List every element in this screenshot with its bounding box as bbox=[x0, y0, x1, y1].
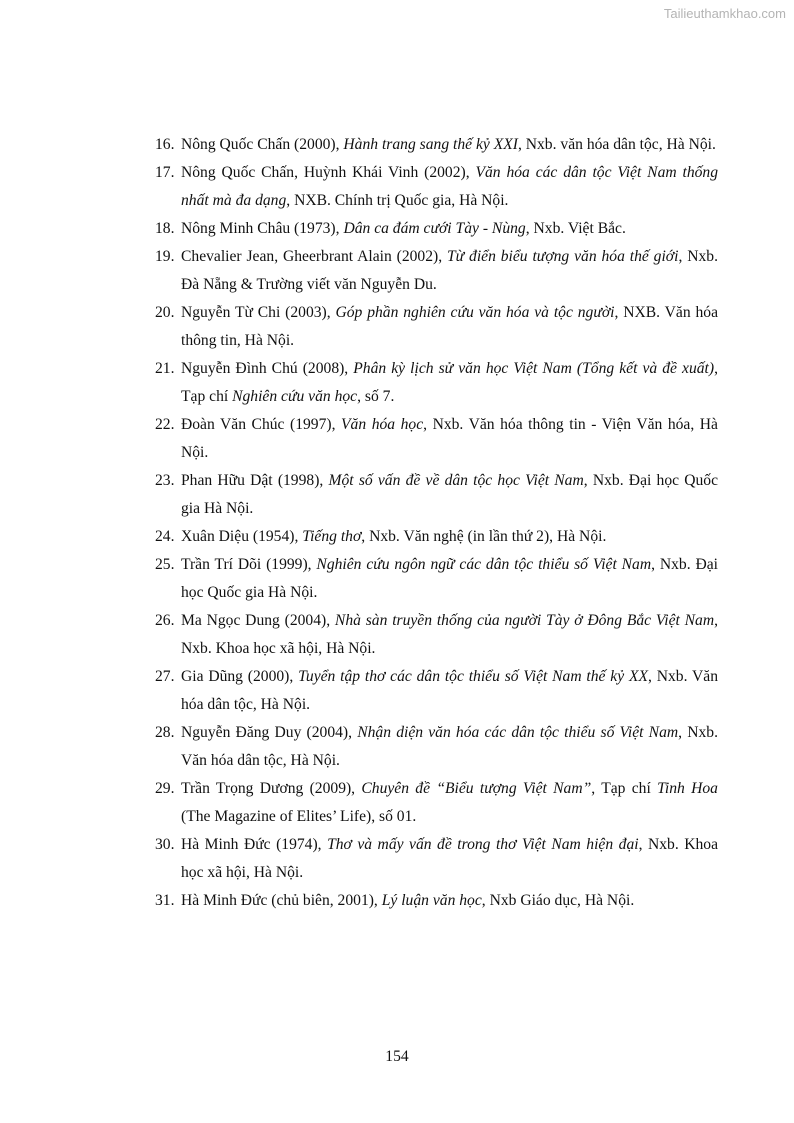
reference-text bbox=[181, 304, 718, 349]
reference-segment: , Tạp chí bbox=[591, 780, 658, 797]
reference-segment: Nguyễn Đăng Duy (2004), bbox=[181, 724, 358, 741]
reference-item bbox=[155, 719, 718, 775]
reference-segment: Chevalier Jean, Gheerbrant Alain (2002), bbox=[181, 248, 447, 265]
reference-title: Góp phần nghiên cứu văn hóa và tộc người bbox=[335, 304, 615, 321]
reference-segment: Nông Quốc Chấn, Huỳnh Khái Vinh (2002), bbox=[181, 164, 476, 181]
reference-text bbox=[181, 472, 718, 517]
reference-segment: Gia Dũng (2000), bbox=[181, 668, 299, 685]
reference-item bbox=[155, 467, 718, 523]
reference-segment: , Tạp chí bbox=[181, 360, 718, 405]
reference-segment: , NXB. Chính trị Quốc gia, Hà Nội. bbox=[286, 192, 509, 209]
reference-title: Nhận diện văn hóa các dân tộc thiểu số Việt Nam bbox=[357, 724, 679, 741]
reference-text bbox=[181, 556, 718, 601]
reference-number: 22. bbox=[155, 416, 175, 433]
reference-segment: , Nxb. Việt Bắc. bbox=[525, 220, 626, 237]
reference-segment: Hà Minh Đức (chủ biên, 2001), bbox=[181, 892, 382, 909]
reference-item bbox=[155, 159, 718, 215]
reference-title: Nhà sàn truyền thống của người Tày ở Đông Bắc Việt Nam bbox=[334, 612, 715, 629]
reference-segment: , Nxb. Khoa học xã hội, Hà Nội. bbox=[181, 612, 719, 657]
reference-segment: , Nxb. Văn nghệ (in lần thứ 2), Hà Nội. bbox=[361, 528, 607, 545]
reference-segment: Đoàn Văn Chúc (1997), bbox=[181, 416, 342, 433]
reference-item bbox=[155, 355, 718, 411]
reference-number: 28. bbox=[155, 724, 175, 741]
reference-segment: , Nxb. Văn hóa dân tộc, Hà Nội. bbox=[181, 724, 718, 769]
reference-segment: Phan Hữu Dật (1998), bbox=[181, 472, 329, 489]
reference-segment: , số 7. bbox=[357, 388, 395, 405]
reference-title: Dân ca đám cưới Tày - Nùng bbox=[343, 220, 526, 237]
watermark: Tailieuthamkhao.com bbox=[663, 6, 786, 21]
page-number: 154 bbox=[385, 1048, 409, 1065]
reference-text bbox=[181, 612, 718, 657]
reference-item bbox=[155, 887, 718, 915]
reference-text bbox=[181, 136, 716, 153]
reference-number: 23. bbox=[155, 472, 175, 489]
reference-title: Tuyển tập thơ các dân tộc thiểu số Việt Nam thế kỷ XX bbox=[298, 668, 649, 685]
reference-segment: Nguyễn Từ Chi (2003), bbox=[181, 304, 336, 321]
reference-title: Nghiên cứu ngôn ngữ các dân tộc thiểu số Việt Nam bbox=[316, 556, 652, 573]
reference-text bbox=[181, 360, 718, 405]
reference-number: 17. bbox=[155, 164, 175, 181]
reference-segment: , Nxb. Đại học Quốc gia Hà Nội. bbox=[181, 556, 718, 601]
reference-item bbox=[155, 607, 718, 663]
reference-item bbox=[155, 523, 718, 551]
reference-title: Văn hóa học bbox=[341, 416, 424, 433]
reference-segment: , Nxb. Văn hóa dân tộc, Hà Nội. bbox=[181, 668, 718, 713]
reference-title: Từ điển biểu tượng văn hóa thế giới bbox=[446, 248, 679, 265]
reference-item bbox=[155, 663, 718, 719]
reference-text bbox=[181, 892, 634, 909]
reference-text bbox=[181, 248, 718, 293]
reference-title: Hành trang sang thế kỷ XXI bbox=[343, 136, 518, 153]
reference-segment: Ma Ngọc Dung (2004), bbox=[181, 612, 335, 629]
reference-text bbox=[181, 220, 626, 237]
reference-text bbox=[181, 724, 718, 769]
reference-text bbox=[181, 668, 718, 713]
reference-item bbox=[155, 551, 718, 607]
reference-number: 24. bbox=[155, 528, 175, 545]
reference-title: Phân kỳ lịch sử văn học Việt Nam (Tổng kết và đề xuất) bbox=[353, 360, 715, 377]
reference-segment: (The Magazine of Elites’ Life), số 01. bbox=[181, 808, 417, 825]
reference-item bbox=[155, 131, 718, 159]
reference-text bbox=[181, 528, 606, 545]
reference-item bbox=[155, 299, 718, 355]
reference-text bbox=[181, 836, 718, 881]
reference-title: Lý luận văn học bbox=[381, 892, 482, 909]
reference-item bbox=[155, 243, 718, 299]
reference-number: 21. bbox=[155, 360, 175, 377]
reference-text bbox=[181, 780, 718, 825]
reference-title: Tiếng thơ bbox=[302, 528, 362, 545]
reference-title: Chuyên đề “Biểu tượng Việt Nam” bbox=[361, 780, 592, 797]
reference-text bbox=[181, 164, 718, 209]
reference-segment: , Nxb. Đại học Quốc gia Hà Nội. bbox=[181, 472, 719, 517]
reference-number: 20. bbox=[155, 304, 175, 321]
reference-number: 26. bbox=[155, 612, 175, 629]
reference-number: 16. bbox=[155, 136, 175, 153]
reference-segment: Nông Quốc Chấn (2000), bbox=[181, 136, 344, 153]
reference-number: 18. bbox=[155, 220, 175, 237]
reference-segment: , Nxb. Đà Nẵng & Trường viết văn Nguyễn Du. bbox=[181, 248, 718, 293]
reference-segment: , Nxb. Khoa học xã hội, Hà Nội. bbox=[181, 836, 718, 881]
reference-title: Nghiên cứu văn học bbox=[232, 388, 358, 405]
reference-segment: Nguyễn Đình Chú (2008), bbox=[181, 360, 354, 377]
reference-number: 30. bbox=[155, 836, 175, 853]
reference-number: 29. bbox=[155, 780, 175, 797]
reference-segment: Hà Minh Đức (1974), bbox=[181, 836, 328, 853]
reference-title: Một số vấn đề về dân tộc học Việt Nam bbox=[328, 472, 584, 489]
reference-number: 27. bbox=[155, 668, 175, 685]
reference-title: Văn hóa các dân tộc Việt Nam thống nhất mà đa dạng bbox=[181, 164, 719, 209]
reference-segment: Nông Minh Châu (1973), bbox=[181, 220, 344, 237]
reference-number: 31. bbox=[155, 892, 175, 909]
reference-item bbox=[155, 775, 718, 831]
reference-title: Tinh Hoa bbox=[657, 780, 718, 797]
reference-segment: , Nxb Giáo dục, Hà Nội. bbox=[481, 892, 635, 909]
reference-item bbox=[155, 411, 718, 467]
reference-text bbox=[181, 416, 718, 461]
reference-segment: , Nxb. Văn hóa thông tin - Viện Văn hóa, Hà Nội. bbox=[181, 416, 718, 461]
reference-segment: Trần Trọng Dương (2009), bbox=[181, 780, 362, 797]
reference-item bbox=[155, 831, 718, 887]
reference-segment: , NXB. Văn hóa thông tin, Hà Nội. bbox=[181, 304, 718, 349]
reference-item bbox=[155, 215, 718, 243]
reference-title: Thơ và mấy vấn đề trong thơ Việt Nam hiện đại bbox=[327, 836, 639, 853]
reference-segment: , Nxb. văn hóa dân tộc, Hà Nội. bbox=[517, 136, 716, 153]
reference-number: 25. bbox=[155, 556, 175, 573]
reference-segment: Trần Trí Dõi (1999), bbox=[181, 556, 317, 573]
reference-segment: Xuân Diệu (1954), bbox=[181, 528, 303, 545]
reference-list bbox=[155, 131, 718, 915]
reference-number: 19. bbox=[155, 248, 175, 265]
